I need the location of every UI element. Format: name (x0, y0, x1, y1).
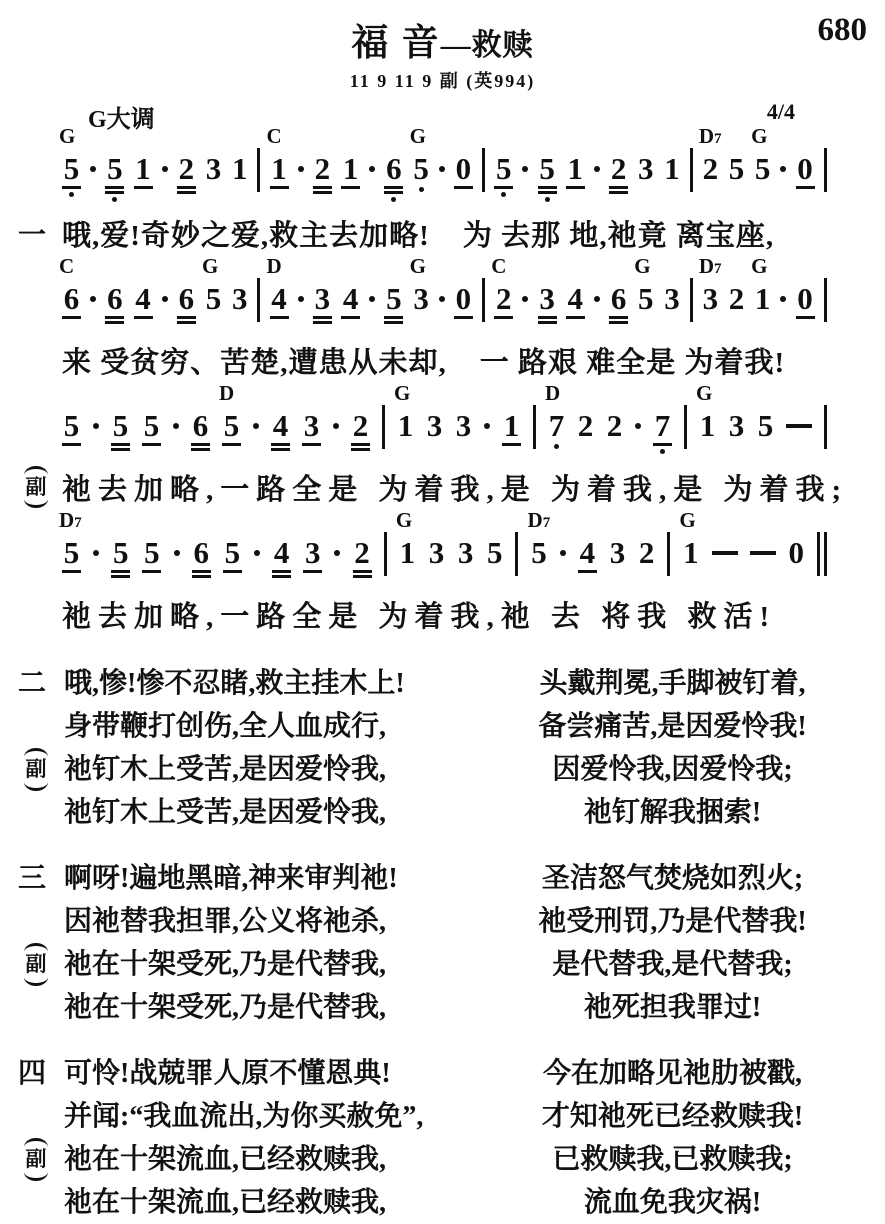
augmentation-dot (439, 153, 445, 172)
note: 3 (638, 151, 654, 186)
refrain-label: 副 (25, 1147, 47, 1172)
note: 0 (454, 283, 473, 319)
chord-label: G (696, 381, 713, 405)
note: 4 (578, 537, 597, 573)
note: 2 (609, 153, 628, 194)
augmentation-dot (90, 153, 96, 172)
chord-label: D7 (698, 254, 722, 278)
note: 5 (494, 153, 513, 197)
note: 5 (223, 537, 242, 573)
verse-line: 祂在十架流血,已经救赎我, (64, 1187, 387, 1218)
chord-label: G (751, 124, 768, 148)
title-sub: —救赎 (440, 29, 534, 62)
augmentation-dot (93, 537, 99, 556)
verse-1-marker: 一 (18, 220, 47, 251)
low-octave-dot (501, 192, 506, 197)
bracket-bottom-arc (24, 1172, 48, 1181)
hymn-number: 680 (817, 12, 867, 48)
verse-line: 祂钉木上受苦,是因爱怜我, (64, 797, 387, 828)
barline (482, 148, 485, 192)
note: 5 (538, 153, 557, 202)
augmentation-dot (298, 283, 304, 302)
note: 0 (796, 153, 815, 189)
verse-line: 今在加略见祂肋被戳, (542, 1058, 802, 1089)
duration-dash (786, 424, 812, 428)
barline (824, 278, 827, 322)
verse-line: 祂在十架受死,乃是代替我, (64, 992, 387, 1023)
verse-line: 哦,惨!惨不忍睹,救主挂木上! (64, 668, 405, 699)
note: D7 5 (527, 508, 551, 570)
verse-line: 祂受刑罚,乃是代替我! (538, 906, 807, 937)
augmentation-dot (635, 410, 641, 429)
augmentation-dot (90, 283, 96, 302)
low-octave-dot (554, 444, 559, 449)
time-signature: 4/4 (766, 99, 795, 124)
bracket-bottom-arc (24, 499, 48, 508)
refrain-bracket (18, 466, 54, 508)
verse-line: 才知祂死已经救赎我! (541, 1101, 804, 1132)
note: 1 (566, 153, 585, 189)
chord-label: D7 (527, 508, 551, 532)
verse-line: 祂死担我罪过! (583, 992, 762, 1023)
note: 5 (142, 537, 161, 573)
barline (667, 532, 670, 576)
chord-label: G (202, 254, 219, 278)
augmentation-dot (173, 410, 179, 429)
chord-label: C (266, 124, 282, 148)
augmentation-dot (253, 410, 259, 429)
low-octave-dot (391, 197, 396, 202)
music-line-2 (60, 255, 829, 329)
note: 3 (303, 537, 322, 573)
note: 6 (192, 537, 211, 578)
note: 0 (788, 535, 805, 570)
low-octave-dot (419, 187, 424, 192)
note: 5 (111, 537, 130, 578)
note: C 1 (270, 153, 289, 189)
chord-label: D (266, 254, 282, 278)
music-line-4 (60, 509, 829, 583)
barline (690, 278, 693, 322)
note: 7 (653, 410, 672, 454)
note: D7 5 (62, 537, 81, 573)
augmentation-dot (594, 153, 600, 172)
barline (690, 148, 693, 192)
note: 5 (487, 535, 503, 570)
final-barline (817, 532, 827, 576)
note: D 7 (548, 410, 565, 449)
note: 3 (457, 535, 474, 570)
chord-label: G (409, 254, 426, 278)
augmentation-dot (254, 537, 260, 556)
chord-label: D (219, 381, 235, 405)
chord-label: G (394, 381, 411, 405)
sung-lyric-refrain: 祂去加略,一路全是 为着我,是 为着我,是 为着我; (62, 473, 849, 506)
note: D7 3 (698, 254, 722, 316)
refrain-label: 副 (25, 474, 47, 499)
verse-line: 啊呀!遍地黑暗,神来审判祂! (64, 863, 398, 894)
verse-line: 圣洁怒气焚烧如烈火; (541, 863, 804, 894)
chord-label: D (545, 381, 561, 405)
note: 6 (105, 283, 124, 324)
barline (482, 278, 485, 322)
verse-line: 头戴荆冕,手脚被钉着, (539, 668, 806, 699)
barline (533, 405, 536, 449)
note: 2 (606, 408, 623, 443)
note: C 6 (62, 283, 81, 319)
note: G 5 (413, 153, 430, 192)
augmentation-dot (439, 283, 445, 302)
verse-3 (16, 857, 869, 1029)
chord-label: G (751, 254, 768, 278)
verse-line: 因祂替我担罪,公义将祂杀, (64, 906, 387, 937)
note: 3 (313, 283, 332, 324)
duration-dash (750, 551, 776, 555)
augmentation-dot (369, 153, 375, 172)
note: D 5 (222, 410, 241, 446)
note: 2 (177, 153, 196, 194)
verse-2-number: 二 (18, 668, 47, 699)
sung-lyric-2: 来 受贫穷、苦楚,遭患从未却, 一 路艰 难全是 为着我! (62, 346, 786, 379)
refrain-bracket (18, 748, 54, 790)
augmentation-dot (334, 537, 340, 556)
sung-line-1 (16, 211, 869, 255)
chord-label: G (395, 508, 413, 532)
verse-line: 并闻:“我血流出,为你买赦免”, (64, 1101, 424, 1132)
note: 4 (134, 283, 153, 319)
verse-line: 已救赎我,已救赎我; (552, 1144, 793, 1175)
note: 5 (728, 151, 745, 186)
verse-2 (16, 662, 869, 834)
chord-label: D7 (698, 124, 722, 148)
note: 2 (577, 408, 594, 443)
note: 4 (566, 283, 585, 319)
note: 5 (142, 410, 161, 446)
note: 0 (454, 153, 473, 189)
chord-label: C (59, 254, 75, 278)
note: 5 (105, 153, 124, 202)
note: 6 (384, 153, 403, 202)
bracket-top-arc (24, 748, 48, 757)
note: 4 (341, 283, 360, 319)
augmentation-dot (522, 283, 528, 302)
note: 3 (302, 410, 321, 446)
note: G 1 (751, 254, 771, 316)
chord-label: C (491, 254, 507, 278)
augmentation-dot (162, 283, 168, 302)
verse-line: 因爱怜我,因爱怜我; (552, 754, 793, 785)
note: 0 (796, 283, 815, 319)
chord-label: G (679, 508, 696, 532)
low-octave-dot (69, 192, 74, 197)
barline (824, 148, 827, 192)
note: G 5 (202, 254, 222, 316)
key-signature-label: G大调 (88, 107, 155, 133)
note: G 1 (696, 381, 716, 443)
note: 3 (426, 408, 443, 443)
music-line-3 (60, 382, 829, 456)
augmentation-dot (780, 153, 786, 172)
refrain-label: 副 (25, 757, 47, 782)
note: 1 (134, 153, 153, 189)
note: 6 (191, 410, 210, 451)
bracket-top-arc (24, 1138, 48, 1147)
note: 3 (728, 408, 745, 443)
verse-line: 可怜!战兢罪人原不懂恩典! (64, 1058, 391, 1089)
note: G 1 (395, 508, 416, 570)
note: 3 (538, 283, 557, 324)
augmentation-dot (298, 153, 304, 172)
verse-line: 祂钉解我捆索! (583, 797, 762, 828)
barline (515, 532, 518, 576)
barline (824, 405, 827, 449)
note: 3 (231, 281, 248, 316)
barline (684, 405, 687, 449)
low-octave-dot (660, 449, 665, 454)
verse-line: 是代替我,是代替我; (552, 949, 793, 980)
note: 5 (384, 283, 403, 324)
note: G 5 (62, 153, 81, 197)
note: 2 (313, 153, 332, 194)
verses (16, 662, 869, 1224)
key-time-row (16, 99, 869, 133)
augmentation-dot (174, 537, 180, 556)
barline (384, 532, 387, 576)
note: 5 (111, 410, 130, 451)
note: 1 (664, 151, 680, 186)
augmentation-dot (594, 283, 600, 302)
title-main: 福 音 (351, 23, 441, 64)
barline (257, 148, 260, 192)
barline (257, 278, 260, 322)
note: 3 (609, 535, 626, 570)
note: 6 (609, 283, 628, 324)
low-octave-dot (545, 197, 550, 202)
meter-line: 11 9 11 9 副 (英994) (349, 71, 536, 91)
note: C 2 (494, 283, 513, 319)
sung-lyric-1: 哦,爱!奇妙之爱,救主去加略! 为 去那 地,祂竟 离宝座, (62, 219, 775, 252)
note: G 3 (409, 254, 429, 316)
note: 4 (271, 410, 290, 451)
note: 3 (664, 281, 680, 316)
note: 2 (351, 410, 370, 451)
low-octave-dot (112, 197, 117, 202)
note: G 5 (634, 254, 654, 316)
bracket-bottom-arc (24, 977, 48, 986)
verse-line: 祂钉木上受苦,是因爱怜我, (64, 754, 387, 785)
bracket-bottom-arc (24, 782, 48, 791)
verse-line: 祂在十架流血,已经救赎我, (64, 1144, 387, 1175)
refrain-label: 副 (25, 952, 47, 977)
augmentation-dot (484, 410, 490, 429)
verse-line: 流血免我灾祸! (583, 1187, 762, 1218)
note: 2 (728, 281, 745, 316)
barline (382, 405, 385, 449)
chord-label: G (59, 124, 76, 148)
page-title (351, 23, 534, 64)
chord-label: G (409, 124, 426, 148)
verse-3-number: 三 (18, 863, 47, 894)
chord-label: D7 (59, 508, 82, 532)
note: 5 (757, 408, 774, 443)
augmentation-dot (93, 410, 99, 429)
note: 3 (455, 408, 472, 443)
note: 1 (341, 153, 360, 189)
note: 3 (428, 535, 445, 570)
sung-lyric-4: 祂去加略,一路全是 为着我,祂 去 将我 救活! (62, 600, 777, 633)
verse-4 (16, 1052, 869, 1224)
duration-dash (712, 551, 738, 555)
chord-label: G (634, 254, 651, 278)
refrain-bracket (18, 943, 54, 985)
verse-4-number: 四 (18, 1058, 47, 1089)
note: 3 (205, 151, 222, 186)
note: D7 2 (698, 124, 722, 186)
note: D 4 (270, 283, 289, 319)
verse-line: 备尝痛苦,是因爱怜我! (538, 711, 807, 742)
verse-line: 祂在十架受死,乃是代替我, (64, 949, 387, 980)
note: 4 (272, 537, 291, 578)
page-header (16, 12, 869, 64)
augmentation-dot (522, 153, 528, 172)
augmentation-dot (369, 283, 375, 302)
augmentation-dot (780, 283, 786, 302)
note: 2 (353, 537, 372, 578)
refrain-bracket (18, 1138, 54, 1180)
note: G 1 (679, 508, 699, 570)
augmentation-dot (162, 153, 168, 172)
music-line-1 (60, 125, 829, 202)
sung-line-refrain (16, 465, 869, 509)
sung-line-2 (16, 338, 869, 382)
note: G 1 (394, 381, 414, 443)
note: 2 (638, 535, 655, 570)
note: 1 (231, 151, 248, 186)
augmentation-dot (560, 537, 566, 556)
note: G 5 (751, 124, 771, 186)
verse-line: 身带鞭打创伤,全人血成行, (64, 711, 387, 742)
note: 1 (502, 410, 521, 446)
sung-line-4 (16, 592, 869, 636)
bracket-top-arc (24, 943, 48, 952)
note: 6 (177, 283, 196, 324)
note: 5 (62, 410, 81, 446)
bracket-top-arc (24, 466, 48, 475)
augmentation-dot (333, 410, 339, 429)
